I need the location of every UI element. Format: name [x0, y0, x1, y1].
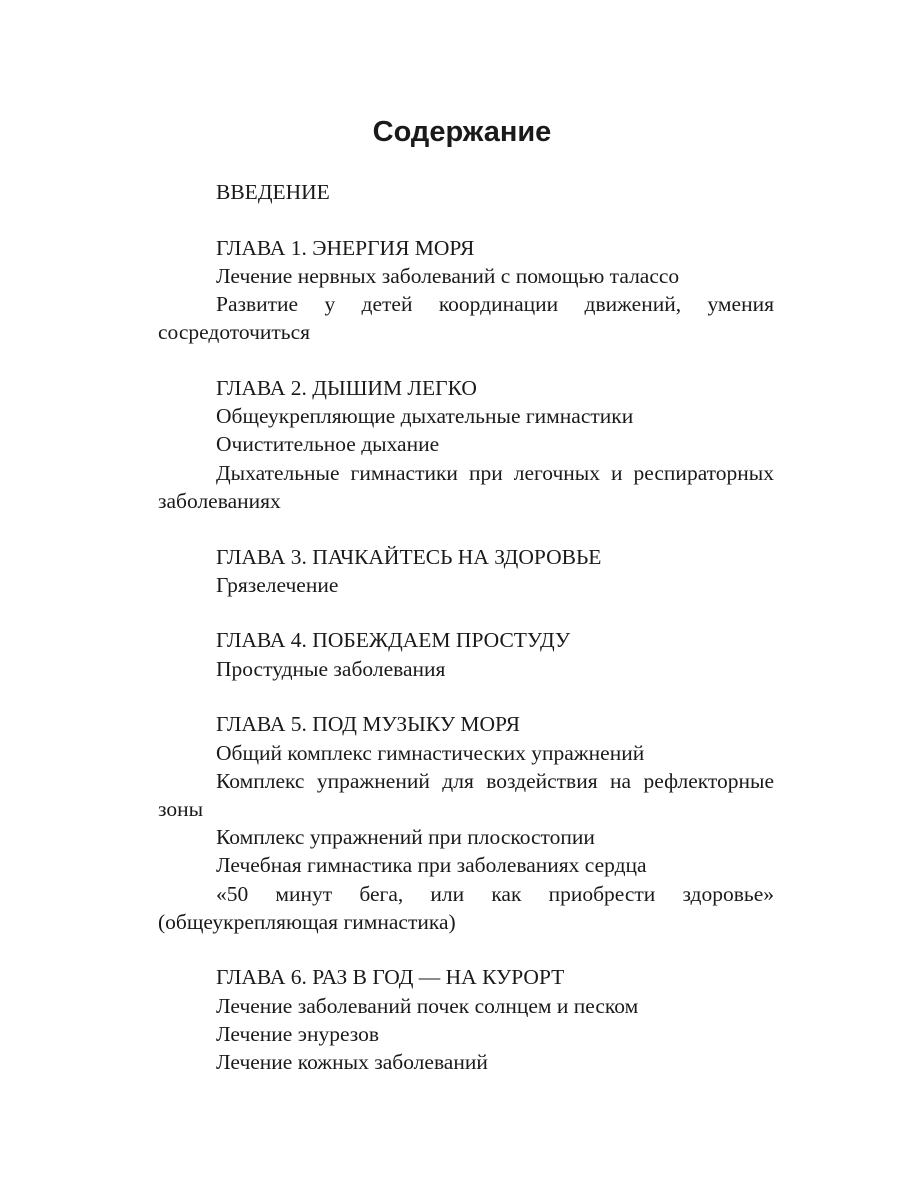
toc-item: Дыхательные гимнастики при легочных и респираторных заболеваниях — [158, 460, 774, 513]
toc-item: Грязелечение — [216, 572, 339, 597]
chapter-4-heading: ГЛАВА 4. ПОБЕЖДАЕМ ПРОСТУДУ — [216, 628, 571, 653]
toc-introduction: ВВЕДЕНИЕ — [216, 180, 330, 204]
toc-item: Очистительное дыхание — [216, 432, 440, 457]
chapter-2-heading: ГЛАВА 2. ДЫШИМ ЛЕГКО — [216, 376, 477, 401]
toc-item: Лечебная гимнастика при заболеваниях сердца — [216, 853, 647, 878]
toc-item: «50 минут бега, или как приобрести здоровье» (общеукрепляющая гимнастика) — [158, 881, 774, 934]
toc-item: Лечение энурезов — [216, 1021, 380, 1046]
toc-item: Общий комплекс гимнастических упражнений — [216, 740, 645, 765]
toc-item: Лечение кожных заболеваний — [216, 1050, 488, 1075]
table-of-contents — [158, 178, 774, 1076]
section-gap — [158, 683, 774, 711]
chapter-5-heading: ГЛАВА 5. ПОД МУЗЫКУ МОРЯ — [216, 712, 521, 737]
toc-item: Комплекс упражнений для воздействия на рефлекторные зоны — [158, 768, 774, 821]
section-gap — [158, 936, 774, 964]
toc-item: Комплекс упражнений при плоскостопии — [216, 825, 595, 850]
section-gap — [158, 347, 774, 375]
section-gap — [158, 515, 774, 543]
toc-item: Развитие у детей координации движений, умения сосредоточиться — [158, 292, 774, 345]
chapter-1-heading: ГЛАВА 1. ЭНЕРГИЯ МОРЯ — [216, 235, 475, 260]
chapter-3-heading: ГЛАВА 3. ПАЧКАЙТЕСЬ НА ЗДОРОВЬЕ — [216, 544, 602, 569]
toc-item: Простудные заболевания — [216, 656, 446, 681]
toc-item: Общеукрепляющие дыхательные гимнастики — [216, 404, 634, 429]
section-gap — [158, 599, 774, 627]
chapter-6-heading: ГЛАВА 6. РАЗ В ГОД — НА КУРОРТ — [216, 965, 565, 990]
toc-item: Лечение нервных заболеваний с помощью талассо — [216, 263, 680, 288]
toc-item: Лечение заболеваний почек солнцем и песком — [216, 993, 639, 1018]
section-gap — [158, 206, 774, 234]
page-title: Содержание — [372, 116, 552, 148]
